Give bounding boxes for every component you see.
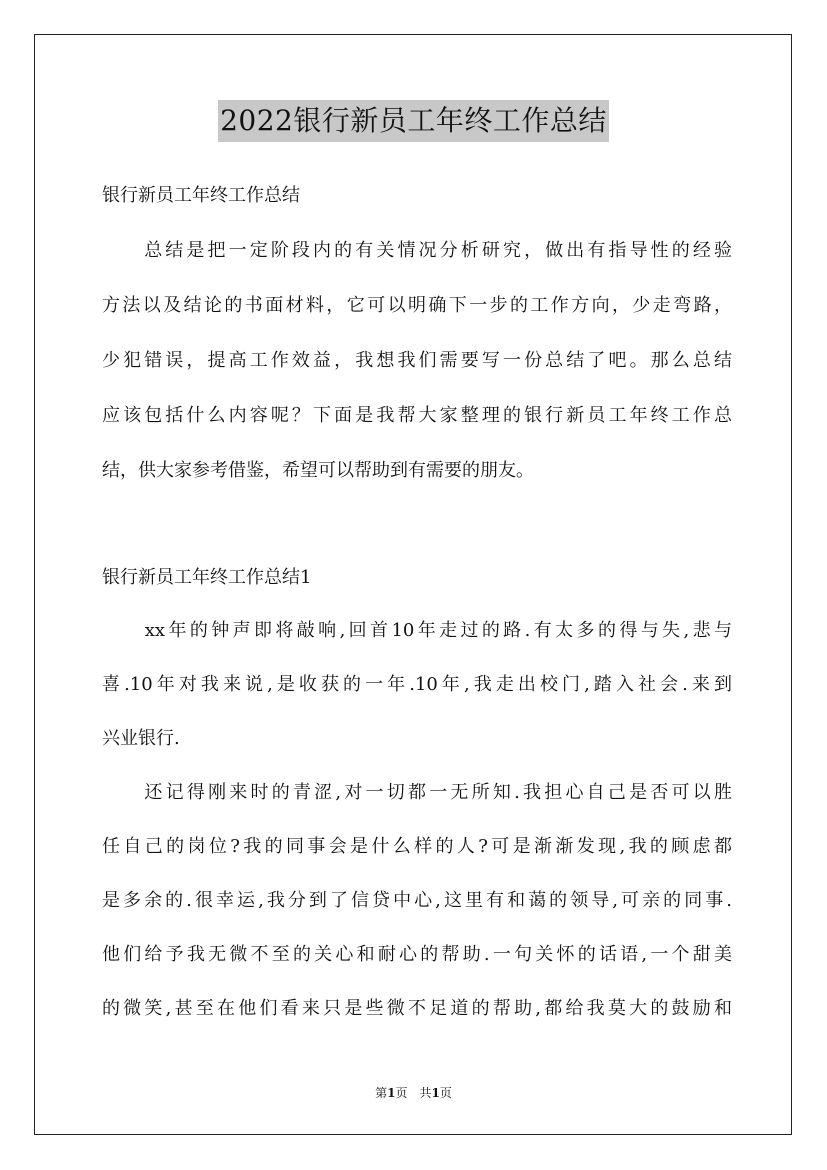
section-line-5: 任自己的岗位?我的同事会是什么样的人?可是渐渐发现,我的顾虑都 xyxy=(102,836,732,857)
section-line-4: 还记得刚来时的青涩,对一切都一无所知.我担心自己是否可以胜 xyxy=(102,782,732,803)
section-line-7: 他们给予我无微不至的关心和耐心的帮助.一句关怀的话语,一个甜美 xyxy=(102,944,732,965)
section-line-8: 的微笑,甚至在他们看来只是些微不足道的帮助,都给我莫大的鼓励和 xyxy=(102,998,732,1019)
footer-page-number: 1 xyxy=(387,1086,396,1100)
footer-total-suffix: 页 xyxy=(439,1086,452,1100)
section-heading: 银行新员工年终工作总结1 xyxy=(102,567,312,588)
intro-line-5: 结，供大家参考借鉴，希望可以帮助到有需要的朋友。 xyxy=(102,460,534,481)
section-line-3: 兴业银行. xyxy=(102,728,180,749)
footer-total-number: 1 xyxy=(431,1086,440,1100)
title-container xyxy=(0,100,827,142)
intro-line-4: 应该包括什么内容呢？下面是我帮大家整理的银行新员工年终工作总 xyxy=(102,405,732,426)
intro-line-2: 方法以及结论的书面材料，它可以明确下一步的工作方向，少走弯路， xyxy=(102,295,732,316)
footer-page-suffix: 页 共 xyxy=(395,1086,432,1100)
section-line-6: 是多余的.很幸运,我分到了信贷中心,这里有和蔼的领导,可亲的同事. xyxy=(102,890,732,911)
section-line-2: 喜.10年对我来说,是收获的一年.10年,我走出校门,踏入社会.来到 xyxy=(102,674,732,695)
document-subtitle: 银行新员工年终工作总结 xyxy=(102,185,300,206)
page-footer xyxy=(0,1084,827,1101)
intro-line-3: 少犯错误，提高工作效益，我想我们需要写一份总结了吧。那么总结 xyxy=(102,350,732,371)
footer-page-prefix: 第 xyxy=(375,1086,388,1100)
document-title: 2022银行新员工年终工作总结 xyxy=(218,100,609,142)
section-line-1: xx年的钟声即将敲响,回首10年走过的路.有太多的得与失,悲与 xyxy=(102,620,732,641)
intro-line-1: 总结是把一定阶段内的有关情况分析研究，做出有指导性的经验 xyxy=(102,240,732,261)
